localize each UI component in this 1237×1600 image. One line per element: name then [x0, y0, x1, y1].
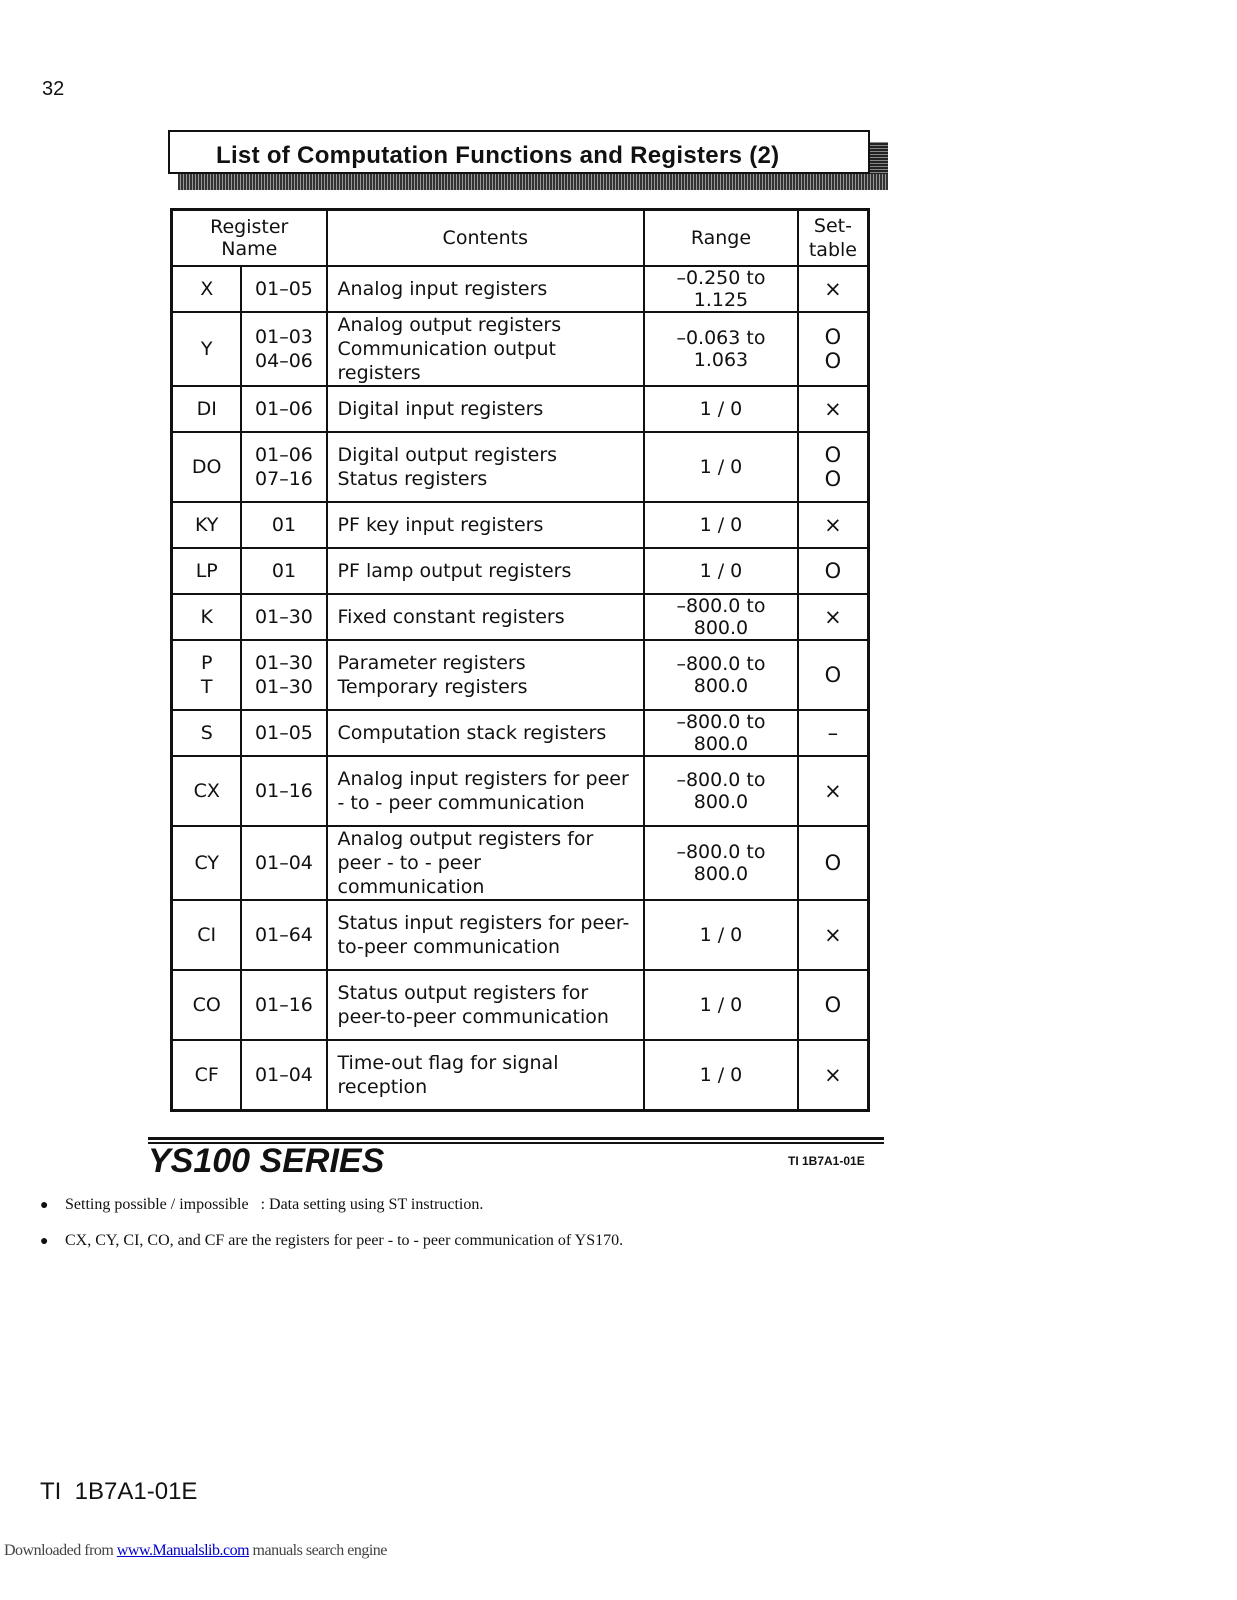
- register-contents: [327, 502, 645, 548]
- register-number-line: 01–03: [255, 326, 313, 348]
- settable-mark: [798, 386, 869, 432]
- register-contents-line: Communication output registers: [337, 338, 556, 384]
- register-symbol: [172, 548, 242, 594]
- series-name: YS100 SERIES: [148, 1142, 385, 1180]
- register-range: 1 / 0: [644, 502, 798, 548]
- register-contents-line: Analog output registers: [337, 314, 562, 336]
- register-symbol-line: S: [200, 722, 213, 744]
- register-range: –800.0 to 800.0: [644, 826, 798, 900]
- table-row: [172, 432, 869, 502]
- download-suffix: manuals search engine: [249, 1542, 387, 1559]
- settable-mark-line: ×: [824, 513, 842, 537]
- register-symbol: [172, 312, 242, 386]
- register-number-line: 01–16: [255, 994, 313, 1016]
- register-contents: [327, 312, 645, 386]
- register-symbol-line: Y: [200, 338, 213, 360]
- settable-mark-line: ×: [824, 779, 842, 803]
- register-number-line: 01: [271, 514, 297, 536]
- settable-mark-line: ×: [824, 277, 842, 301]
- register-number-line: 01–06: [255, 398, 313, 420]
- register-contents: [327, 826, 645, 900]
- table-row: [172, 970, 869, 1040]
- register-symbol: [172, 386, 242, 432]
- settable-mark: [798, 826, 869, 900]
- register-contents: [327, 594, 645, 640]
- register-contents: [327, 548, 645, 594]
- register-symbol-line: CI: [197, 924, 217, 946]
- register-contents-line: PF key input registers: [337, 514, 544, 536]
- header-settable-line1: Set-: [813, 215, 852, 237]
- register-contents-line: Temporary registers: [337, 676, 528, 698]
- note-text: Setting possible / impossible : Data setting using ST instruction.: [65, 1196, 484, 1213]
- table-body: [172, 266, 869, 1110]
- register-range: 1 / 0: [644, 386, 798, 432]
- register-number: [241, 548, 326, 594]
- table-row: [172, 1040, 869, 1110]
- table-row: [172, 900, 869, 970]
- register-contents: [327, 432, 645, 502]
- settable-mark-line: ×: [824, 1062, 842, 1087]
- register-contents-line: Status input registers for peer-: [337, 912, 630, 934]
- register-symbol: [172, 502, 242, 548]
- settable-mark-line: –: [827, 721, 839, 745]
- settable-mark-line: O: [824, 443, 842, 467]
- register-contents: [327, 756, 645, 826]
- header-range: Range: [644, 210, 798, 267]
- register-number-line: 01–05: [255, 278, 313, 300]
- table-row: [172, 756, 869, 826]
- register-contents-line: reception: [337, 1075, 428, 1098]
- register-symbol-line: P: [200, 652, 213, 674]
- register-contents-line: peer - to - peer communication: [337, 852, 485, 898]
- register-contents-line: peer-to-peer communication: [337, 1006, 609, 1028]
- register-symbol-line: DI: [196, 398, 217, 420]
- register-number-line: 01–05: [255, 722, 313, 744]
- register-contents-line: Analog input registers: [337, 278, 548, 300]
- register-symbol-line: CX: [193, 780, 220, 802]
- download-prefix: Downloaded from: [4, 1542, 117, 1559]
- footer-doc-code: TI 1B7A1-01E: [40, 1478, 198, 1505]
- register-contents-line: - to - peer communication: [337, 792, 585, 814]
- register-contents: [327, 970, 645, 1040]
- register-number: [241, 640, 326, 710]
- settable-mark: [798, 640, 869, 710]
- register-contents: [327, 640, 645, 710]
- table-row: [172, 594, 869, 640]
- title-shadow-bottom: [178, 174, 888, 190]
- register-number-line: 01–64: [255, 924, 313, 946]
- register-range: –800.0 to 800.0: [644, 640, 798, 710]
- register-number: [241, 710, 326, 756]
- register-symbol: [172, 900, 242, 970]
- settable-mark-line: ×: [824, 605, 842, 629]
- register-number-line: 01–06: [255, 444, 313, 466]
- register-symbol: [172, 826, 242, 900]
- register-symbol: [172, 266, 242, 312]
- table-row: [172, 266, 869, 312]
- table-row: [172, 548, 869, 594]
- register-number: [241, 502, 326, 548]
- register-contents-line: Digital input registers: [337, 398, 544, 420]
- register-number-line: 01–30: [255, 652, 313, 674]
- settable-mark: [798, 266, 869, 312]
- settable-mark-line: O: [824, 663, 842, 687]
- register-symbol: [172, 970, 242, 1040]
- notes-list: [40, 1196, 623, 1268]
- register-symbol-line: CF: [194, 1063, 219, 1086]
- settable-mark: [798, 312, 869, 386]
- header-register-name: Register Name: [172, 210, 327, 267]
- series-rule: [148, 1137, 884, 1140]
- settable-mark: [798, 900, 869, 970]
- series-code: TI 1B7A1-01E: [788, 1154, 865, 1168]
- settable-mark: [798, 502, 869, 548]
- register-symbol-line: CO: [192, 994, 221, 1016]
- table-row: [172, 502, 869, 548]
- register-symbol: [172, 432, 242, 502]
- settable-mark: [798, 756, 869, 826]
- register-number: [241, 826, 326, 900]
- register-contents-line: Computation stack registers: [337, 722, 607, 744]
- settable-mark: [798, 432, 869, 502]
- register-number: [241, 900, 326, 970]
- manualslib-link[interactable]: www.Manualslib.com: [116, 1542, 250, 1559]
- register-range: –0.063 to 1.063: [644, 312, 798, 386]
- settable-mark-line: O: [824, 993, 842, 1017]
- register-contents: [327, 386, 645, 432]
- register-contents-line: Status output registers for: [337, 982, 589, 1004]
- settable-mark-line: O: [824, 325, 842, 349]
- settable-mark: [798, 1040, 869, 1110]
- register-number: [241, 312, 326, 386]
- page-number: 32: [42, 78, 65, 100]
- register-contents-line: Fixed constant registers: [337, 606, 565, 628]
- register-range: –800.0 to 800.0: [644, 594, 798, 640]
- register-contents: [327, 900, 645, 970]
- register-number-line: 01: [271, 560, 297, 582]
- register-number-line: 01–30: [255, 606, 313, 628]
- register-range: –800.0 to 800.0: [644, 756, 798, 826]
- note-item: [40, 1196, 623, 1232]
- register-range: –800.0 to 800.0: [644, 710, 798, 756]
- header-contents: Contents: [327, 210, 645, 267]
- register-number: [241, 970, 326, 1040]
- note-item: [40, 1232, 623, 1268]
- table-row: [172, 640, 869, 710]
- settable-mark-line: ×: [824, 397, 842, 421]
- register-range: 1 / 0: [644, 900, 798, 970]
- register-table: [170, 208, 870, 1112]
- register-symbol-line: DO: [191, 456, 222, 478]
- register-number-line: 04–06: [255, 350, 313, 372]
- register-contents-line: Analog input registers for peer: [337, 768, 629, 790]
- register-symbol: [172, 640, 242, 710]
- register-contents-line: to-peer communication: [337, 936, 561, 958]
- register-number-line: 01–04: [255, 852, 313, 874]
- register-range: –0.250 to 1.125: [644, 266, 798, 312]
- settable-mark: [798, 548, 869, 594]
- bullet-icon: ●: [40, 1234, 49, 1249]
- register-contents-line: Status registers: [337, 468, 488, 490]
- page-title: List of Computation Functions and Registers (2): [216, 142, 780, 169]
- register-symbol: [172, 710, 242, 756]
- settable-mark: [798, 594, 869, 640]
- register-number: [241, 386, 326, 432]
- table-row: [172, 386, 869, 432]
- register-number-line: 01–30: [255, 676, 313, 698]
- register-range: 1 / 0: [644, 432, 798, 502]
- title-box: [168, 130, 870, 174]
- register-contents: [327, 1040, 645, 1110]
- settable-mark-line: O: [824, 851, 842, 875]
- header-settable-line2: table: [808, 239, 857, 261]
- register-number-line: 01–16: [255, 780, 313, 802]
- download-notice: [4, 1542, 387, 1560]
- register-symbol: [172, 756, 242, 826]
- register-symbol-line: X: [200, 278, 214, 300]
- register-contents: [327, 266, 645, 312]
- register-range: 1 / 0: [644, 970, 798, 1040]
- table-row: [172, 312, 869, 386]
- register-symbol: [172, 1040, 242, 1110]
- register-symbol-line: CY: [194, 852, 219, 874]
- register-contents: [327, 710, 645, 756]
- settable-mark-line: ×: [824, 923, 842, 947]
- register-contents-line: Time-out flag for signal: [337, 1051, 559, 1074]
- register-range: 1 / 0: [644, 548, 798, 594]
- register-contents-line: Digital output registers: [337, 444, 558, 466]
- register-number-line: 07–16: [255, 468, 313, 490]
- bullet-icon: ●: [40, 1198, 49, 1213]
- register-range: 1 / 0: [644, 1040, 798, 1110]
- register-number: [241, 432, 326, 502]
- note-text: CX, CY, CI, CO, and CF are the registers for peer - to - peer communication of YS170.: [65, 1232, 624, 1249]
- register-number: [241, 1040, 326, 1110]
- settable-mark: [798, 710, 869, 756]
- register-symbol-line: K: [200, 606, 213, 628]
- table-header-row: [172, 210, 869, 267]
- register-contents-line: Analog output registers for: [337, 828, 594, 850]
- register-number: [241, 266, 326, 312]
- register-number: [241, 594, 326, 640]
- settable-mark-line: O: [824, 559, 842, 583]
- register-symbol-line: LP: [195, 560, 218, 582]
- table-row: [172, 826, 869, 900]
- register-symbol-line: KY: [195, 514, 219, 536]
- register-symbol: [172, 594, 242, 640]
- header-settable: [798, 210, 869, 267]
- settable-mark-line: O: [824, 349, 842, 373]
- settable-mark-line: O: [824, 467, 842, 491]
- settable-mark: [798, 970, 869, 1040]
- register-symbol-line: T: [200, 676, 213, 698]
- register-number: [241, 756, 326, 826]
- register-number-line: 01–04: [255, 1063, 313, 1086]
- table-row: [172, 710, 869, 756]
- register-contents-line: Parameter registers: [337, 652, 526, 674]
- register-contents-line: PF lamp output registers: [337, 560, 572, 582]
